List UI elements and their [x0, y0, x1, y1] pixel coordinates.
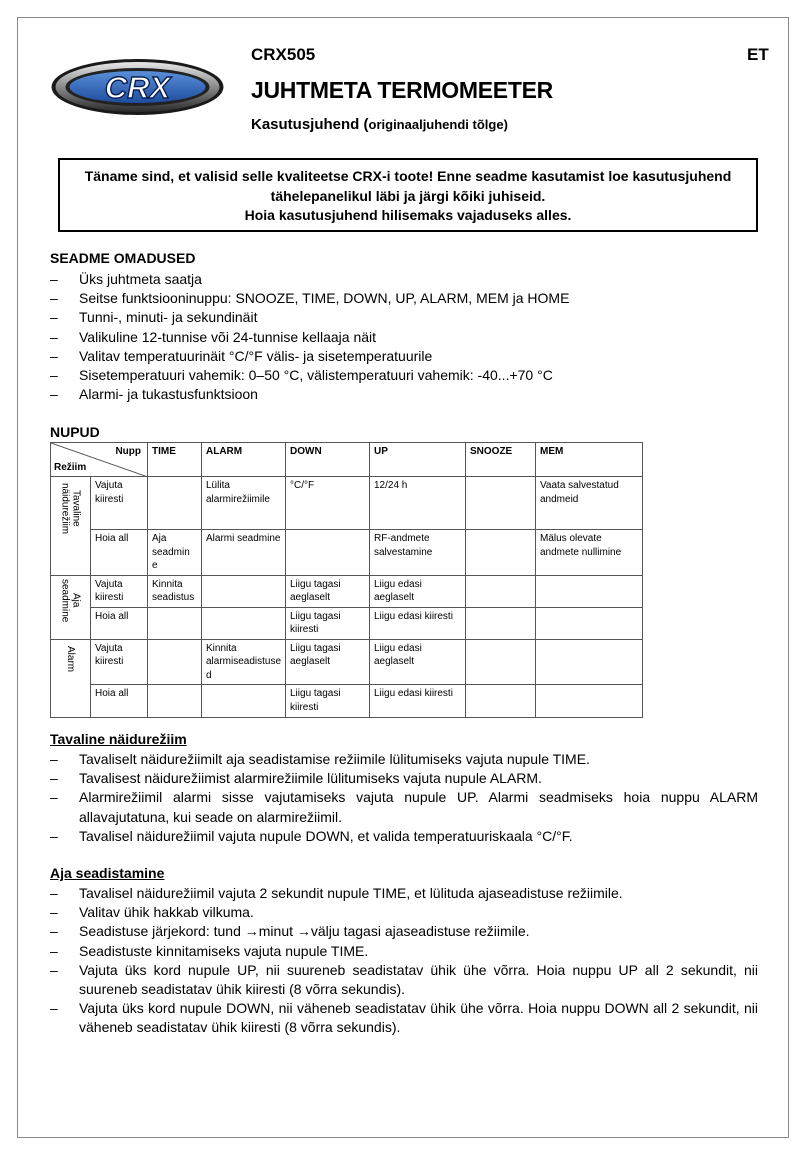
list-item: – Sisetemperatuuri vahemik: 0–50 °C, välistemperatuuri vahemik: -40...+70 °C	[50, 366, 569, 385]
mode-label: Aja seadmine	[59, 578, 82, 622]
table-cell: Liigu edasi aeglaselt	[370, 639, 466, 685]
table-cell: Liigu tagasi aeglaselt	[286, 639, 370, 685]
time-setting-heading: Aja seadistamine	[50, 865, 165, 881]
table-row	[51, 575, 643, 607]
column-header: TIME	[148, 443, 202, 477]
column-header: UP	[370, 443, 466, 477]
mode-label: Tavaline näidurežiim	[59, 483, 82, 535]
subtitle-small: originaaljuhendi tõlge)	[368, 117, 508, 132]
table-cell: 12/24 h	[370, 477, 466, 530]
table-cell	[202, 607, 286, 639]
table-cell: Liigu edasi aeglaselt	[370, 575, 466, 607]
normal-mode-list	[50, 750, 758, 846]
table-cell	[536, 639, 643, 685]
table-cell: Liigu tagasi kiiresti	[286, 685, 370, 718]
list-item: – Seadistuse järjekord: tund →minut →välju tagasi ajaseadistuse režiimile.	[50, 922, 758, 941]
language-code: ET	[747, 45, 769, 64]
buttons-table	[50, 442, 643, 718]
notice-line: Täname sind, et valisid selle kvaliteetse CRX-i toote! Enne seadme kasutamist loe kasutusjuhend	[84, 168, 732, 184]
list-item: – Alarmi- ja tukastusfunktsioon	[50, 385, 569, 404]
buttons-heading: NUPUD	[50, 424, 100, 440]
notice-line: tähelepanelikul läbi ja järgi kõiki juhiseid.	[270, 187, 546, 204]
table-row	[51, 530, 643, 576]
list-item: – Alarmirežiimil alarmi sisse vajutamiseks vajuta nupule UP. Alarmi seadmiseks hoia nuppu ALARM allavajutatuna, kui seade on alarmirežiimil.	[50, 788, 758, 826]
table-corner-cell	[51, 443, 148, 477]
list-item: – Seitse funktsiooninuppu: SNOOZE, TIME, DOWN, UP, ALARM, MEM ja HOME	[50, 289, 569, 308]
table-row	[51, 639, 643, 685]
list-item: – Valikuline 12-tunnise või 24-tunnise kellaaja näit	[50, 328, 569, 347]
table-cell: Mälus olevate andmete nullimine	[536, 530, 643, 576]
time-setting-list	[50, 884, 758, 1038]
corner-label-button: Nupp	[115, 446, 141, 457]
mode-cell-time	[51, 575, 91, 639]
table-cell: Vaata salvestatud andmeid	[536, 477, 643, 530]
mode-label: Alarm	[65, 645, 76, 672]
subtitle-main: Kasutusjuhend (	[251, 116, 369, 133]
list-item: – Tavalisest näidurežiimist alarmirežiimile lülitumiseks vajuta nupule ALARM.	[50, 769, 758, 788]
normal-mode-heading: Tavaline näidurežiim	[50, 731, 187, 747]
table-cell: RF-andmete salvestamine	[370, 530, 466, 576]
table-cell	[466, 639, 536, 685]
column-header: ALARM	[202, 443, 286, 477]
table-cell	[466, 575, 536, 607]
table-cell: Liigu tagasi aeglaselt	[286, 575, 370, 607]
table-cell: Vajuta kiiresti	[91, 477, 148, 530]
list-item: – Vajuta üks kord nupule DOWN, nii väheneb seadistatav ühik ühe võrra. Hoia nuppu DOWN all 2 sekundit, nii väheneb seadistatav ühik kiiresti (8 võrra sekundis).	[50, 999, 758, 1037]
list-item: – Valitav ühik hakkab vilkuma.	[50, 903, 758, 922]
table-cell	[466, 685, 536, 718]
table-cell	[466, 607, 536, 639]
table-cell: Alarmi seadmine	[202, 530, 286, 576]
table-cell: Vajuta kiiresti	[91, 639, 148, 685]
features-list	[50, 270, 569, 404]
table-cell	[148, 639, 202, 685]
list-item: – Tavalisel näidurežiimil vajuta nupule DOWN, et valida temperatuuriskaala °C/°F.	[50, 827, 758, 846]
table-cell: Lülita alarmirežiimile	[202, 477, 286, 530]
table-cell: Vajuta kiiresti	[91, 575, 148, 607]
list-item: – Tavalisel näidurežiimil vajuta 2 sekundit nupule TIME, et lülituda ajaseadistuse režiimile.	[50, 884, 758, 903]
table-cell: Hoia all	[91, 607, 148, 639]
table-cell	[148, 607, 202, 639]
mode-cell-alarm	[51, 639, 91, 718]
table-cell: Aja seadmin e	[148, 530, 202, 576]
table-cell: Liigu edasi kiiresti	[370, 685, 466, 718]
crx-logo	[50, 58, 225, 116]
document-title: JUHTMETA TERMOMEETER	[251, 77, 553, 103]
table-cell	[466, 477, 536, 530]
table-cell: Hoia all	[91, 685, 148, 718]
notice-line: Hoia kasutusjuhend hilisemaks vajaduseks alles.	[244, 207, 572, 223]
mode-cell-normal	[51, 477, 91, 576]
table-cell	[202, 575, 286, 607]
table-cell: Kinnita seadistus	[148, 575, 202, 607]
column-header: SNOOZE	[466, 443, 536, 477]
table-cell	[148, 685, 202, 718]
table-cell: Liigu edasi kiiresti	[370, 607, 466, 639]
table-cell: °C/°F	[286, 477, 370, 530]
list-item: – Vajuta üks kord nupule UP, nii suureneb seadistatav ühik ühe võrra. Hoia nuppu UP all 2 sekundit, nii suureneb seadistatav ühik kiiresti (8 võrra sekundis).	[50, 961, 758, 999]
list-item: – Üks juhtmeta saatja	[50, 270, 569, 289]
table-cell	[536, 607, 643, 639]
list-item: – Valitav temperatuurinäit °C/°F välis- ja sisetemperatuurile	[50, 347, 569, 366]
table-cell	[466, 530, 536, 576]
list-item: – Tavaliselt näidurežiimilt aja seadistamise režiimile lülitumiseks vajuta nupule TIME.	[50, 750, 758, 769]
column-header: DOWN	[286, 443, 370, 477]
features-heading: SEADME OMADUSED	[50, 250, 196, 266]
table-cell	[536, 575, 643, 607]
table-cell	[202, 685, 286, 718]
table-cell	[148, 477, 202, 530]
corner-label-mode: Režiim	[54, 461, 87, 473]
list-item: – Seadistuste kinnitamiseks vajuta nupule TIME.	[50, 942, 758, 961]
model-number: CRX505	[251, 45, 316, 64]
table-cell: Liigu tagasi kiiresti	[286, 607, 370, 639]
document-subtitle	[251, 116, 508, 133]
table-row	[51, 607, 643, 639]
table-row	[51, 685, 643, 718]
list-item: – Tunni-, minuti- ja sekundinäit	[50, 308, 569, 327]
table-cell: Hoia all	[91, 530, 148, 576]
table-header-row	[51, 443, 643, 477]
table-cell	[286, 530, 370, 576]
table-cell	[536, 685, 643, 718]
logo-text: CRX	[104, 70, 171, 105]
table-row	[51, 477, 643, 530]
column-header: MEM	[536, 443, 643, 477]
notice-box	[58, 158, 758, 232]
table-cell: Kinnita alarmiseadistuse d	[202, 639, 286, 685]
